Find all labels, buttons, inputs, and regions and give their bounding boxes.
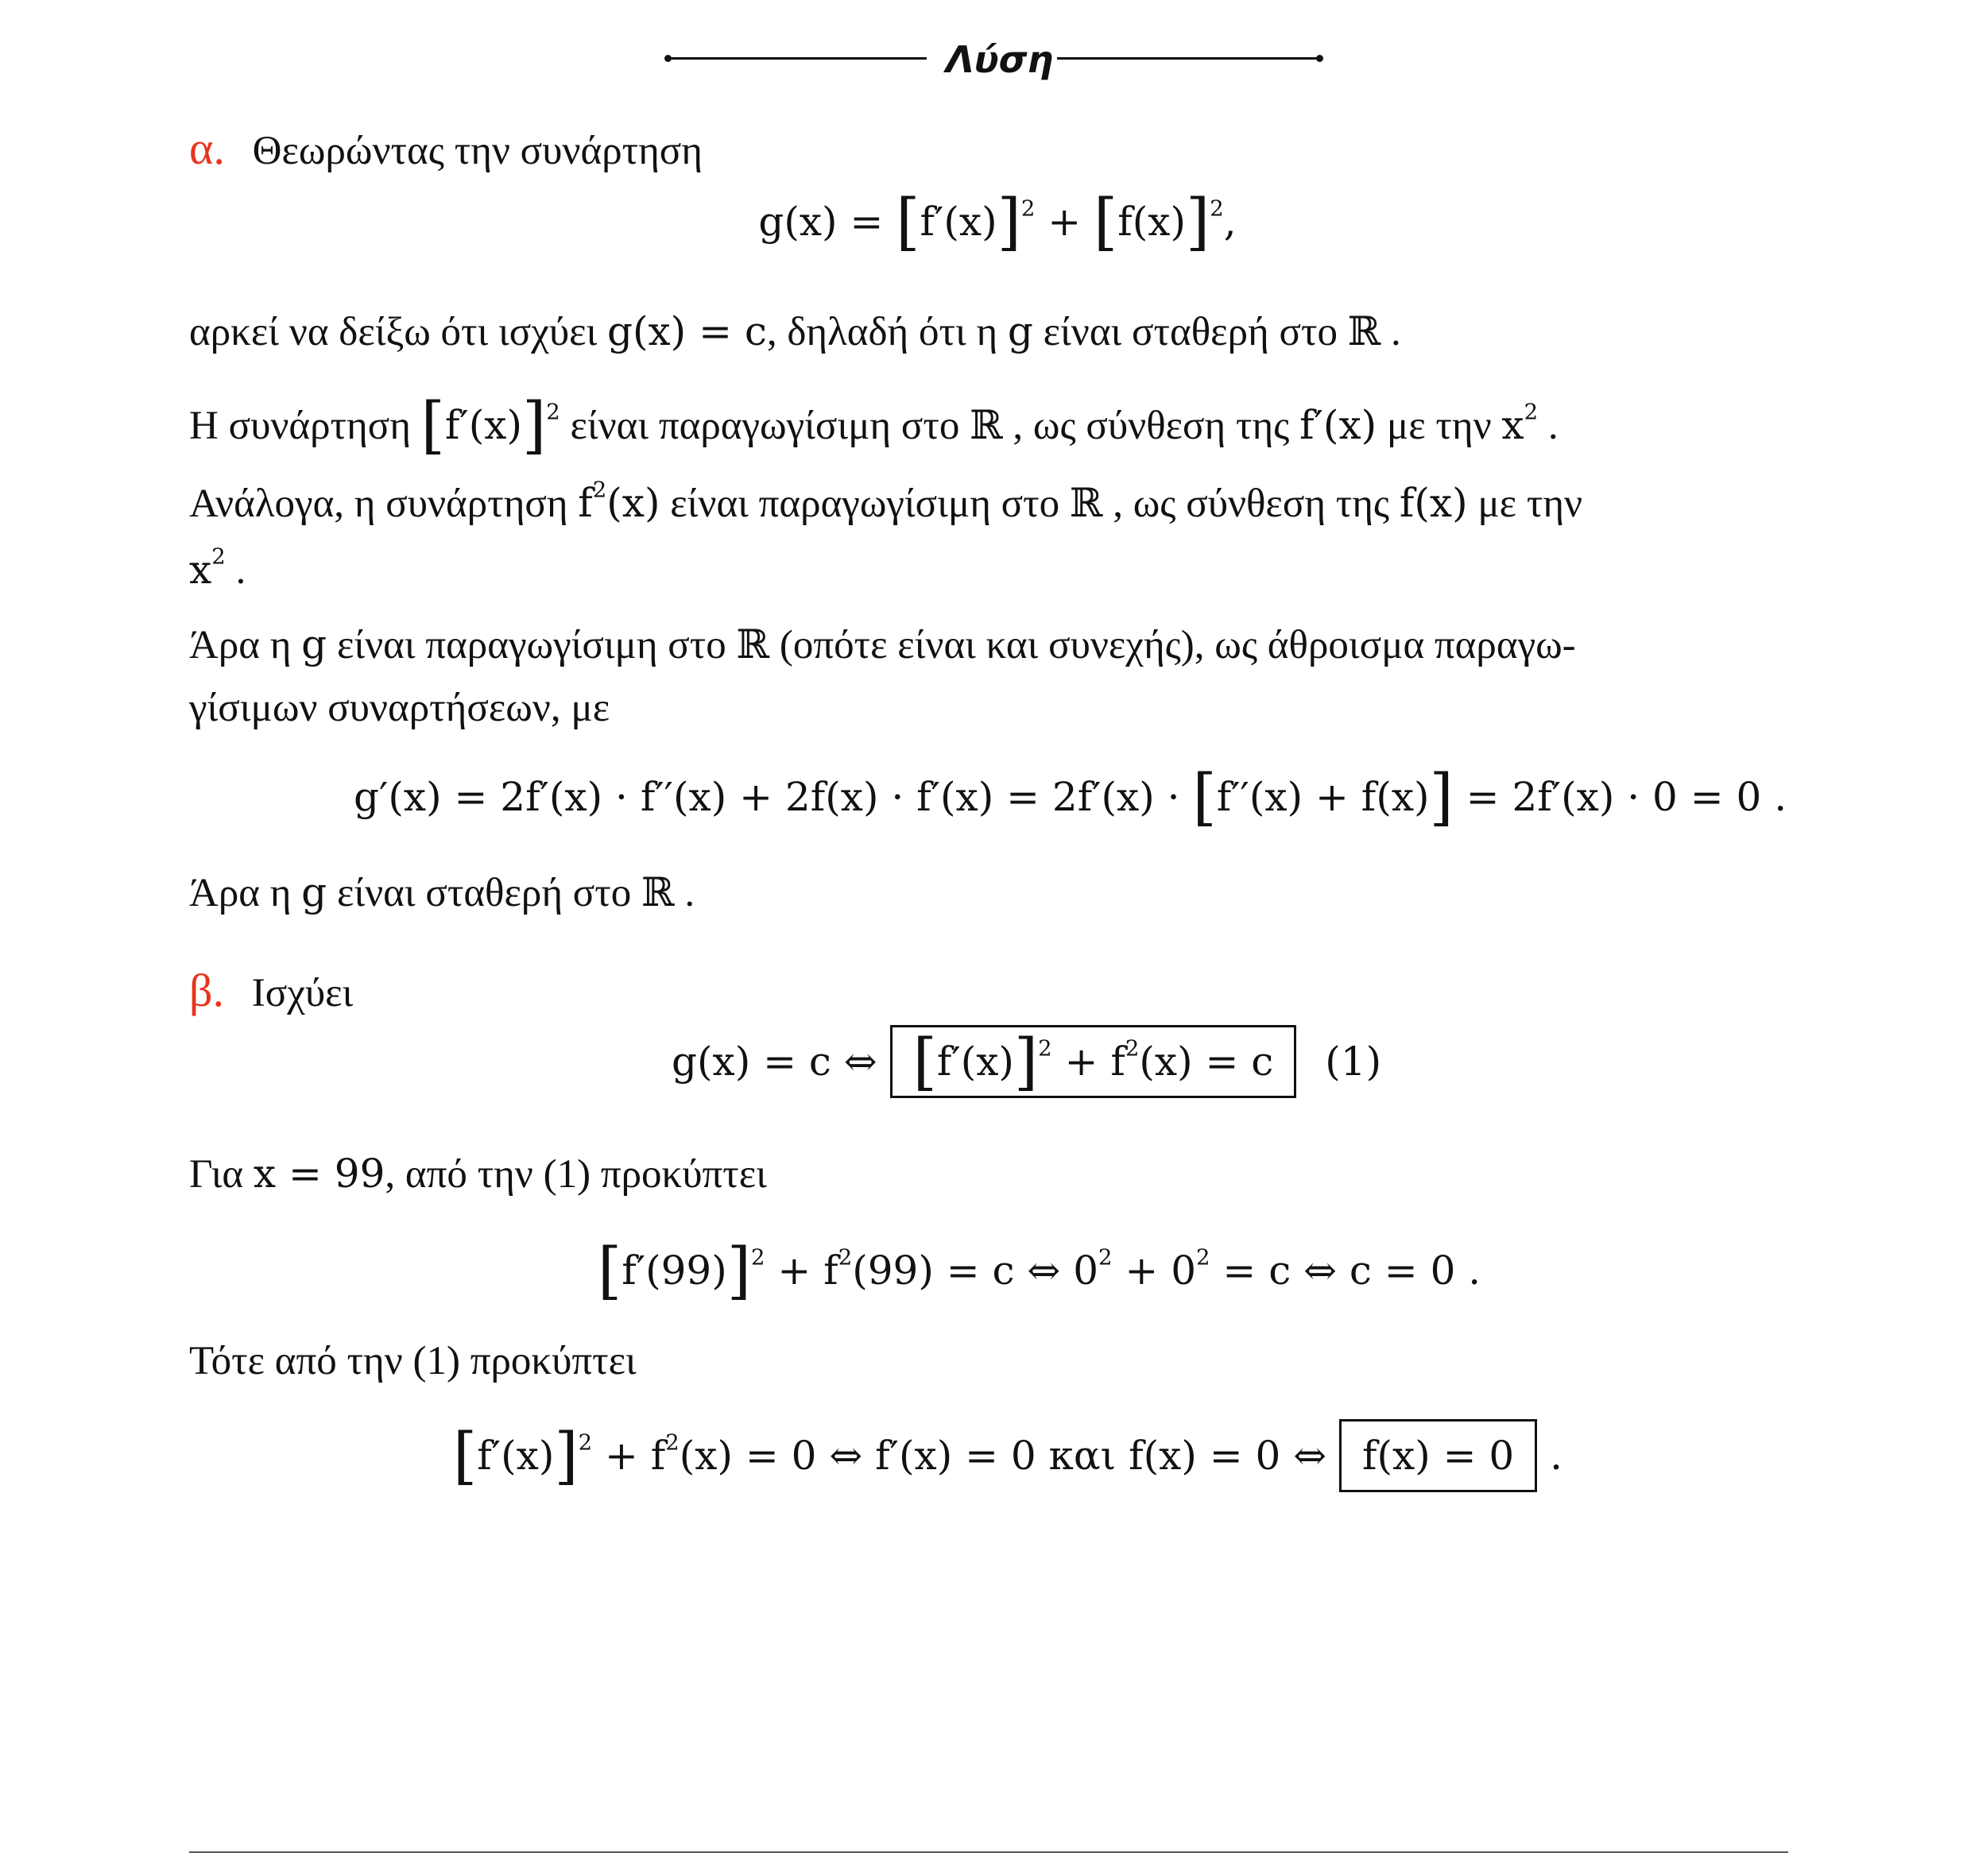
equation-g-definition: $g(x) = [f'(x)]^2 + [f(x)]^2$, — [758, 186, 1237, 258]
part-b-intro: Ισχύει — [251, 971, 354, 1015]
paragraph-g-constant: Άρα η g είναι σταθερή στο ℝ . — [189, 869, 695, 915]
part-b-label: β. — [189, 965, 225, 1016]
equation-1: g(x) = c ⇔ $[f'(x)]^2 + f^2(x) = c$ (1) — [672, 1026, 1382, 1098]
paragraph-then: Τότε από την (1) προκύπτει — [189, 1339, 637, 1383]
equation-g-derivative: g′(x) = 2f′(x) · f′′(x) + 2f(x) · f′(x) = 2f′(x) · [f′′(x) + f(x)] = 2f′(x) · 0 = 0 . — [354, 761, 1787, 834]
footer-rule — [189, 1851, 1788, 1853]
part-a-intro-line — [189, 122, 703, 174]
title-right-rule — [1057, 57, 1319, 60]
paragraph-constant-claim: αρκεί να δείξω ότι ισχύει g(x) = c, δηλαδή ότι η g είναι σταθερή στο ℝ . — [189, 308, 1401, 354]
paragraph-f-square-end: $x^2$ . — [189, 543, 246, 593]
equation-1-box: $[f'(x)]^2 + f^2(x) = c$ — [890, 1025, 1297, 1098]
paragraph-derivative-square: Η συνάρτηση $[f'(x)]^2$ είναι παραγωγίσιμη στο ℝ , ως σύνθεση της f′(x) με την $x^2$ . — [189, 389, 1559, 462]
paragraph-g-differentiable-cont: γίσιμων συναρτήσεων, με — [189, 686, 610, 730]
part-a-intro: Θεωρώντας την συνάρτηση — [252, 129, 703, 173]
title-right-dot — [1316, 55, 1323, 62]
title-left-rule — [668, 57, 927, 60]
equation-c-zero: $[f'(99)]^2 + f^2(99) = c$ ⇔ $0^2 + 0^2 = c$ ⇔ c = 0 . — [598, 1235, 1481, 1307]
equation-final: $[f'(x)]^2 + f^2(x) = 0$ ⇔ f′(x) = 0 και f(x) = 0 ⇔ f(x) = 0 . — [453, 1420, 1563, 1492]
page-title: Λύση — [946, 38, 1054, 81]
part-a-label: α. — [189, 122, 225, 174]
final-answer-box: f(x) = 0 — [1339, 1419, 1537, 1492]
paragraph-f-square: Ανάλογα, η συνάρτηση $f^2(x)$ είναι παραγωγίσιμη στο ℝ , ως σύνθεση της f(x) με την — [189, 477, 1583, 526]
part-b-intro-line — [189, 965, 354, 1016]
paragraph-x-99: Για x = 99, από την (1) προκύπτει — [189, 1151, 767, 1197]
equation-1-tag: (1) — [1325, 1039, 1382, 1085]
paragraph-g-differentiable: Άρα η g είναι παραγωγίσιμη στο ℝ (οπότε είναι και συνεχής), ως άθροισμα παραγω- — [189, 621, 1576, 667]
